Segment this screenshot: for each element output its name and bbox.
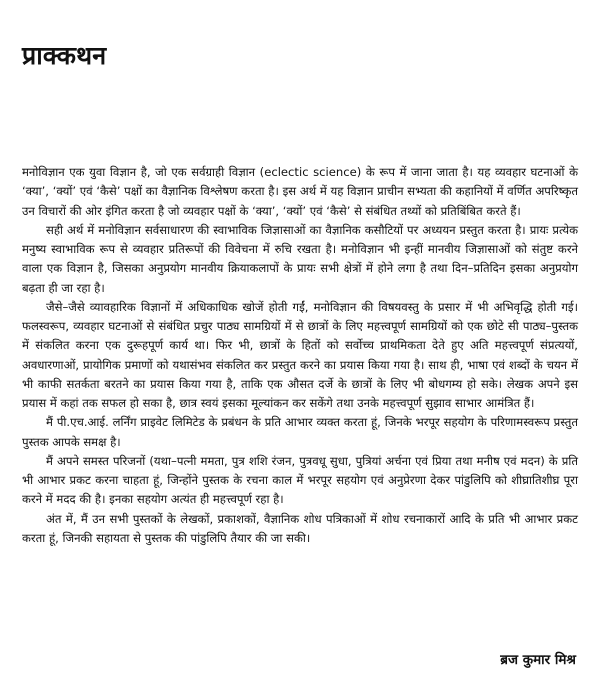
- paragraph-intro: मनोविज्ञान एक युवा विज्ञान है, जो एक सर्वग्राही विज्ञान (eclectic science) के रूप में जाना जाता है। यह व्यवहार घटनाओं के ‘क्या’, ‘क्यों’ एवं ‘कैसे’ पक्षों का वैज्ञानिक विश्लेषण करता है। इस अर्थ में यह विज्ञान प्राचीन सभ्यता की कहानियों में वर्णित अपरिष्कृत उन विचारों की ओर इंगित करता है जो व्यवहार पक्षों के ‘क्या’, ‘क्यों’ एवं ‘कैसे’ से संबंधित तथ्यों को प्रतिबिंबित करते हैं।: [22, 165, 578, 218]
- page-title: प्राक्कथन: [22, 41, 107, 70]
- paragraph-content: जैसे–जैसे व्यावहारिक विज्ञानों में अधिकाधिक खोजें होती गईं, मनोविज्ञान की विषयवस्तु के प्रसार में भी अभिवृद्धि होती गई। फलस्वरूप, व्यवहार घटनाओं से संबंधित प्रचुर पाठ्य सामग्रियों में से छात्रों के लिए महत्त्वपूर्ण सामग्रियों को एक छोटे सी पाठ्य–पुस्तक में संकलित करना एक दुरूहपूर्ण कार्य था। फिर भी, छात्रों के हितों को सर्वोच्च प्राथमिकता देते हुए अति महत्त्वपूर्ण संप्रत्ययों, अवधारणाओं, प्रायोगिक प्रमाणों को यथासंभव संकलित कर प्रस्तुत करने का प्रयास किया गया है। साथ ही, भाषा एवं शब्दों के चयन में भी काफी सतर्कता बरतने का प्रयास किया गया है, ताकि एक औसत दर्जे के छात्रों के लिए भी बोधगम्य हो सके। लेखक अपने इस प्रयास में कहां तक सफल हो सका है, छात्र स्वयं इसका मूल्यांकन कर सकेंगे तथा उनके महत्त्वपूर्ण सुझाव साभार आमंत्रित हैं।: [22, 299, 578, 410]
- paragraph-closing-thanks: अंत में, मैं उन सभी पुस्तकों के लेखकों, प्रकाशकों, वैज्ञानिक शोध पत्रिकाओं में शोध रचनाकारों आदि के प्रति भी आभार प्रकट करता हूं, जिनकी सहायता से पुस्तक की पांडुलिपि तैयार की जा सकी।: [22, 511, 578, 545]
- author-signature: ब्रज कुमार मिश्र: [500, 652, 576, 668]
- paragraph-publisher-thanks: मैं पी.एच.आई. लर्निंग प्राइवेट लिमिटेड के प्रबंधन के प्रति आभार व्यक्त करता हूं, जिनके भरपूर सहयोग के परिणामस्वरूप प्रस्तुत पुस्तक आपके समक्ष है।: [22, 415, 578, 449]
- preface-body: [22, 163, 578, 548]
- paragraph-scope: सही अर्थ में मनोविज्ञान सर्वसाधारण की स्वाभाविक जिज्ञासाओं का वैज्ञानिक कसौटियों पर अध्ययन प्रस्तुत करता है। प्रायः प्रत्येक मनुष्य स्वाभाविक रूप से व्यवहार प्रतिरूपों की विवेचना में रुचि रखता है। मनोविज्ञान भी इन्हीं मानवीय जिज्ञासाओं को संतुष्ट करने वाला एक विज्ञान है, जिसका अनुप्रयोग मानवीय क्रियाकलापों के प्रायः सभी क्षेत्रों में होने लगा है तथा दिन–प्रतिदिन इसका अनुप्रयोग बढ़ता ही जा रहा है।: [22, 222, 578, 295]
- paragraph-family-thanks: मैं अपने समस्त परिजनों (यथा–पत्नी ममता, पुत्र शशि रंजन, पुत्रवधू सुधा, पुत्रियां अर्चना एवं प्रिया तथा मनीष एवं मदन) के प्रति भी आभार प्रकट करना चाहता हूं, जिन्होंने पुस्तक के रचना काल में भरपूर सहयोग एवं अनुप्रेरणा देकर पांडुलिपि को शीघ्रातिशीघ्र पूरा करने में मदद की है। इनका सहयोग अत्यंत ही महत्त्वपूर्ण रहा है।: [22, 453, 579, 507]
